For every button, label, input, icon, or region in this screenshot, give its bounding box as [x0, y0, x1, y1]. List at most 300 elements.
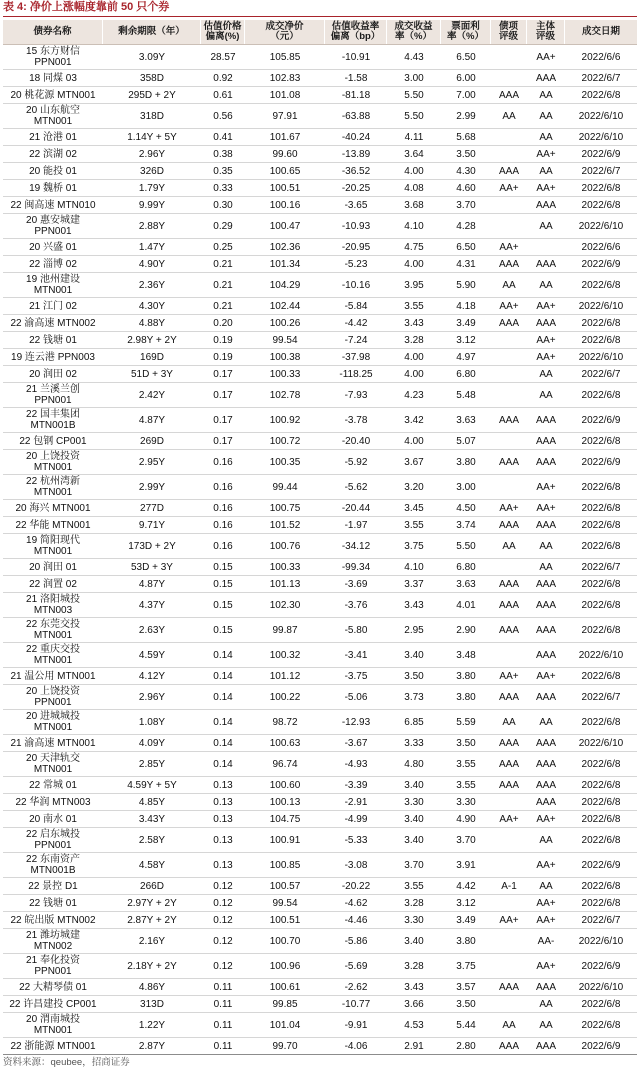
- cell-trade-date: 2022/6/9: [581, 1040, 621, 1052]
- table-row: [3, 239, 637, 256]
- cell-valuation-yield-deviation: -10.93: [341, 220, 371, 232]
- cell-valuation-yield-deviation: -5.62: [344, 481, 368, 493]
- cell-remaining-term: 2.87Y: [138, 1040, 166, 1052]
- table-body: [3, 45, 637, 1055]
- table-row: [3, 349, 637, 366]
- cell-valuation-price-deviation: 0.20: [213, 317, 233, 329]
- cell-issue-rating: [491, 828, 527, 852]
- table-row: [3, 576, 637, 593]
- table-row: [3, 146, 637, 163]
- cell-remaining-term: 3.09Y: [138, 51, 166, 63]
- cell-remaining-term: 277D: [140, 502, 164, 514]
- cell-coupon-rate: 4.97: [456, 351, 476, 363]
- cell-valuation-price-deviation: 0.29: [213, 220, 233, 232]
- cell-valuation-price-deviation: 0.17: [213, 368, 233, 380]
- cell-trade-yield: 3.50: [404, 670, 424, 682]
- table-row: [3, 996, 637, 1013]
- cell-coupon-rate: 3.80: [456, 935, 476, 947]
- cell-remaining-term: 169D: [140, 351, 164, 363]
- table-row: [3, 895, 637, 912]
- cell-valuation-yield-deviation: -10.91: [341, 51, 371, 63]
- cell-trade-net-price: 102.36: [269, 241, 301, 253]
- cell-remaining-term: 1.08Y: [138, 716, 166, 728]
- cell-valuation-price-deviation: 0.11: [213, 998, 233, 1010]
- table-row: [3, 87, 637, 104]
- cell-trade-date: 2022/6/10: [578, 351, 624, 363]
- cell-issue-rating: AA+: [499, 182, 519, 194]
- cell-issue-rating: AAA: [498, 737, 519, 749]
- cell-trade-date: 2022/6/8: [581, 758, 621, 770]
- cell-bond-name: 22 启东城投 PPN001: [26, 829, 80, 851]
- cell-trade-yield: 3.20: [404, 481, 424, 493]
- cell-bond-name: 21 江门 02: [29, 300, 77, 312]
- cell-trade-date: 2022/6/10: [578, 110, 624, 122]
- cell-trade-yield: 3.73: [404, 691, 424, 703]
- cell-valuation-price-deviation: 0.12: [213, 935, 233, 947]
- cell-valuation-price-deviation: 0.56: [213, 110, 233, 122]
- cell-issue-rating: AA: [502, 716, 516, 728]
- cell-trade-net-price: 100.16: [269, 199, 301, 211]
- cell-issuer-rating: AAA: [535, 435, 556, 447]
- cell-remaining-term: 2.36Y: [138, 279, 166, 291]
- cell-trade-yield: 3.75: [404, 540, 424, 552]
- cell-bond-name: 20 润田 01: [29, 561, 77, 573]
- cell-trade-net-price: 100.65: [269, 165, 301, 177]
- cell-issue-rating: [491, 954, 527, 978]
- cell-trade-date: 2022/6/7: [581, 561, 621, 573]
- cell-valuation-yield-deviation: -5.92: [344, 456, 368, 468]
- cell-bond-name: 21 沧港 01: [29, 131, 77, 143]
- table-row: [3, 643, 637, 668]
- cell-trade-net-price: 100.32: [269, 649, 301, 661]
- cell-bond-name: 22 包钢 CP001: [19, 435, 87, 447]
- cell-valuation-price-deviation: 0.17: [213, 414, 233, 426]
- cell-valuation-price-deviation: 0.61: [213, 89, 233, 101]
- cell-issue-rating: [491, 853, 527, 877]
- cell-valuation-price-deviation: 0.12: [213, 897, 233, 909]
- cell-valuation-price-deviation: 0.12: [213, 960, 233, 972]
- cell-issuer-rating: AA+: [536, 859, 556, 871]
- cell-issuer-rating: AA: [539, 368, 553, 380]
- cell-coupon-rate: 2.90: [456, 624, 476, 636]
- cell-coupon-rate: 3.63: [456, 578, 476, 590]
- cell-valuation-yield-deviation: -40.24: [341, 131, 371, 143]
- cell-valuation-yield-deviation: -36.52: [341, 165, 371, 177]
- cell-valuation-price-deviation: 0.16: [213, 502, 233, 514]
- cell-trade-net-price: 101.13: [269, 578, 301, 590]
- cell-trade-date: 2022/6/10: [578, 300, 624, 312]
- cell-valuation-price-deviation: 0.13: [213, 779, 233, 791]
- header-issuer-rating: 主体 评级: [527, 20, 565, 44]
- cell-bond-name: 22 杭州湾新 MTN001: [26, 476, 80, 498]
- cell-issue-rating: [491, 794, 527, 810]
- table-row: [3, 668, 637, 685]
- cell-trade-date: 2022/6/7: [581, 72, 621, 84]
- cell-valuation-yield-deviation: -5.69: [344, 960, 368, 972]
- cell-issue-rating: AAA: [498, 165, 519, 177]
- cell-trade-yield: 3.43: [404, 599, 424, 611]
- cell-issuer-rating: AA+: [536, 897, 556, 909]
- cell-bond-name: 20 兴盛 01: [29, 241, 77, 253]
- cell-valuation-price-deviation: 0.19: [213, 334, 233, 346]
- cell-trade-yield: 4.53: [404, 1019, 424, 1031]
- cell-valuation-yield-deviation: -7.24: [344, 334, 368, 346]
- cell-issuer-rating: AA+: [536, 813, 556, 825]
- cell-trade-yield: 3.43: [404, 317, 424, 329]
- cell-coupon-rate: 3.55: [456, 779, 476, 791]
- cell-trade-net-price: 100.85: [269, 859, 301, 871]
- cell-trade-net-price: 100.75: [269, 502, 301, 514]
- cell-coupon-rate: 5.48: [456, 389, 476, 401]
- table-row: [3, 129, 637, 146]
- cell-remaining-term: 53D + 3Y: [131, 561, 173, 573]
- cell-issue-rating: AA: [502, 1019, 516, 1031]
- table-row: [3, 433, 637, 450]
- cell-bond-name: 22 闽高速 MTN010: [10, 199, 96, 211]
- cell-issuer-rating: AAA: [535, 599, 556, 611]
- cell-remaining-term: 9.99Y: [138, 199, 166, 211]
- cell-issuer-rating: AAA: [535, 578, 556, 590]
- cell-valuation-yield-deviation: -20.95: [341, 241, 371, 253]
- cell-valuation-price-deviation: 0.13: [213, 796, 233, 808]
- cell-issue-rating: AA+: [499, 502, 519, 514]
- cell-trade-net-price: 100.35: [269, 456, 301, 468]
- cell-issuer-rating: AA+: [536, 502, 556, 514]
- cell-bond-name: 22 许昌建投 CP001: [9, 998, 97, 1010]
- cell-coupon-rate: 3.50: [456, 148, 476, 160]
- cell-valuation-price-deviation: 0.13: [213, 834, 233, 846]
- cell-trade-net-price: 100.76: [269, 540, 301, 552]
- cell-remaining-term: 4.30Y: [138, 300, 166, 312]
- cell-trade-date: 2022/6/7: [581, 368, 621, 380]
- table-row: [3, 811, 637, 828]
- cell-remaining-term: 4.09Y: [138, 737, 166, 749]
- cell-coupon-rate: 3.49: [456, 914, 476, 926]
- cell-trade-date: 2022/6/6: [581, 241, 621, 253]
- cell-valuation-price-deviation: 0.41: [213, 131, 233, 143]
- cell-issue-rating: AAA: [498, 414, 519, 426]
- cell-trade-net-price: 99.54: [272, 897, 298, 909]
- cell-trade-date: 2022/6/8: [581, 279, 621, 291]
- cell-valuation-price-deviation: 0.12: [213, 880, 233, 892]
- header-issue-rating: 债项 评级: [491, 20, 527, 44]
- table-row: [3, 593, 637, 618]
- cell-remaining-term: 358D: [140, 72, 164, 84]
- cell-valuation-price-deviation: 0.17: [213, 435, 233, 447]
- cell-coupon-rate: 3.80: [456, 456, 476, 468]
- cell-trade-date: 2022/6/10: [578, 981, 624, 993]
- cell-bond-name: 21 温公用 MTN001: [10, 670, 96, 682]
- cell-trade-net-price: 102.44: [269, 300, 301, 312]
- cell-issuer-rating: AA+: [536, 148, 556, 160]
- cell-issue-rating: [491, 349, 527, 365]
- cell-issuer-rating: AAA: [535, 758, 556, 770]
- cell-coupon-rate: 3.63: [456, 414, 476, 426]
- table-row: [3, 1013, 637, 1038]
- cell-trade-date: 2022/6/8: [581, 578, 621, 590]
- header-trade-net-price: 成交净价 （元）: [245, 20, 325, 44]
- cell-issuer-rating: AA: [539, 165, 553, 177]
- cell-coupon-rate: 6.50: [456, 51, 476, 63]
- cell-valuation-yield-deviation: -3.67: [344, 737, 368, 749]
- cell-issuer-rating: AA: [539, 880, 553, 892]
- cell-valuation-yield-deviation: -63.88: [341, 110, 371, 122]
- cell-issuer-rating: AA: [539, 716, 553, 728]
- cell-issue-rating: AA+: [499, 241, 519, 253]
- table-row: [3, 500, 637, 517]
- cell-trade-net-price: 100.51: [269, 914, 301, 926]
- cell-valuation-yield-deviation: -5.33: [344, 834, 368, 846]
- cell-coupon-rate: 2.99: [456, 110, 476, 122]
- cell-trade-yield: 3.28: [404, 960, 424, 972]
- header-valuation-price-deviation: 估值价格 偏离(%): [201, 20, 245, 44]
- cell-trade-date: 2022/6/9: [581, 960, 621, 972]
- cell-issuer-rating: AAA: [535, 624, 556, 636]
- cell-issuer-rating: AAA: [535, 519, 556, 531]
- cell-valuation-price-deviation: 0.16: [213, 519, 233, 531]
- cell-bond-name: 22 滨湖 02: [29, 148, 77, 160]
- header-valuation-yield-deviation: 估值收益率 偏离（bp）: [325, 20, 387, 44]
- cell-issue-rating: AAA: [498, 981, 519, 993]
- cell-coupon-rate: 3.70: [456, 199, 476, 211]
- cell-coupon-rate: 3.70: [456, 834, 476, 846]
- cell-issue-rating: AAA: [498, 1040, 519, 1052]
- cell-trade-date: 2022/6/8: [581, 389, 621, 401]
- cell-trade-date: 2022/6/7: [581, 165, 621, 177]
- cell-coupon-rate: 3.57: [456, 981, 476, 993]
- table-row: [3, 332, 637, 349]
- cell-trade-net-price: 100.92: [269, 414, 301, 426]
- table-row: [3, 214, 637, 239]
- cell-issue-rating: AAA: [498, 758, 519, 770]
- cell-trade-date: 2022/6/8: [581, 1019, 621, 1031]
- cell-bond-name: 22 钱塘 01: [29, 334, 77, 346]
- cell-issue-rating: AAA: [498, 258, 519, 270]
- cell-bond-name: 19 连云港 PPN003: [11, 351, 95, 363]
- cell-trade-net-price: 100.70: [269, 935, 301, 947]
- cell-trade-yield: 4.10: [404, 220, 424, 232]
- cell-coupon-rate: 3.12: [456, 897, 476, 909]
- cell-valuation-price-deviation: 0.33: [213, 182, 233, 194]
- cell-trade-yield: 3.37: [404, 578, 424, 590]
- cell-issuer-rating: AA: [539, 89, 553, 101]
- cell-remaining-term: 1.22Y: [138, 1019, 166, 1031]
- cell-trade-yield: 3.40: [404, 935, 424, 947]
- cell-coupon-rate: 6.80: [456, 368, 476, 380]
- cell-trade-date: 2022/6/8: [581, 519, 621, 531]
- cell-valuation-yield-deviation: -13.89: [341, 148, 371, 160]
- cell-bond-name: 22 景控 D1: [28, 880, 78, 892]
- cell-trade-yield: 3.43: [404, 981, 424, 993]
- cell-issuer-rating: AAA: [535, 691, 556, 703]
- cell-valuation-yield-deviation: -4.93: [344, 758, 368, 770]
- cell-trade-yield: 3.00: [404, 72, 424, 84]
- cell-trade-date: 2022/6/8: [581, 624, 621, 636]
- cell-valuation-yield-deviation: -3.69: [344, 578, 368, 590]
- cell-issue-rating: [491, 197, 527, 213]
- table-row: [3, 954, 637, 979]
- cell-bond-name: 19 池州建设 MTN001: [26, 274, 80, 296]
- cell-issue-rating: [491, 366, 527, 382]
- cell-remaining-term: 1.79Y: [138, 182, 166, 194]
- cell-trade-net-price: 100.60: [269, 779, 301, 791]
- cell-trade-net-price: 99.87: [272, 624, 298, 636]
- cell-remaining-term: 4.59Y: [138, 649, 166, 661]
- cell-trade-net-price: 100.22: [269, 691, 301, 703]
- cell-issuer-rating: AA+: [536, 914, 556, 926]
- cell-bond-name: 22 钱塘 01: [29, 897, 77, 909]
- cell-bond-name: 22 浙能源 MTN001: [10, 1040, 96, 1052]
- cell-valuation-price-deviation: 0.30: [213, 199, 233, 211]
- cell-valuation-price-deviation: 0.21: [213, 258, 233, 270]
- cell-issuer-rating: AA+: [536, 51, 556, 63]
- cell-issuer-rating: AA+: [536, 182, 556, 194]
- cell-trade-net-price: 99.60: [272, 148, 298, 160]
- cell-remaining-term: 4.12Y: [138, 670, 166, 682]
- cell-trade-date: 2022/6/8: [581, 716, 621, 728]
- table-row: [3, 315, 637, 332]
- cell-trade-date: 2022/6/8: [581, 317, 621, 329]
- cell-issuer-rating: AAA: [535, 779, 556, 791]
- cell-issue-rating: AA+: [499, 813, 519, 825]
- cell-issue-rating: A-1: [501, 880, 517, 892]
- cell-coupon-rate: 5.50: [456, 540, 476, 552]
- cell-trade-date: 2022/6/8: [581, 897, 621, 909]
- cell-trade-net-price: 100.91: [269, 834, 301, 846]
- table-row: [3, 1038, 637, 1055]
- cell-issue-rating: AAA: [498, 691, 519, 703]
- cell-trade-yield: 3.45: [404, 502, 424, 514]
- cell-bond-name: 20 海兴 MTN001: [15, 502, 91, 514]
- cell-remaining-term: 2.88Y: [138, 220, 166, 232]
- cell-trade-yield: 4.75: [404, 241, 424, 253]
- cell-remaining-term: 4.59Y + 5Y: [127, 779, 177, 791]
- cell-issuer-rating: AA+: [536, 334, 556, 346]
- table-row: [3, 383, 637, 408]
- cell-valuation-price-deviation: 0.17: [213, 389, 233, 401]
- cell-bond-name: 22 国丰集团 MTN001B: [26, 409, 80, 431]
- table-row: [3, 853, 637, 878]
- cell-remaining-term: 266D: [140, 880, 164, 892]
- cell-coupon-rate: 3.30: [456, 796, 476, 808]
- cell-valuation-yield-deviation: -37.98: [341, 351, 371, 363]
- cell-remaining-term: 4.90Y: [138, 258, 166, 270]
- table-row: [3, 710, 637, 735]
- cell-valuation-yield-deviation: -10.16: [341, 279, 371, 291]
- cell-trade-net-price: 101.08: [269, 89, 301, 101]
- cell-issue-rating: AA+: [499, 914, 519, 926]
- cell-trade-yield: 3.40: [404, 813, 424, 825]
- header-trade-yield: 成交收益 率（%）: [387, 20, 441, 44]
- cell-issuer-rating: AA: [539, 279, 553, 291]
- cell-remaining-term: 4.88Y: [138, 317, 166, 329]
- cell-issuer-rating: AAA: [535, 649, 556, 661]
- cell-issuer-rating: AA+: [536, 481, 556, 493]
- cell-remaining-term: 2.58Y: [138, 834, 166, 846]
- cell-trade-date: 2022/6/8: [581, 334, 621, 346]
- cell-issuer-rating: AA+: [536, 351, 556, 363]
- cell-trade-yield: 3.67: [404, 456, 424, 468]
- cell-valuation-yield-deviation: -34.12: [341, 540, 371, 552]
- table-row: [3, 450, 637, 475]
- cell-bond-name: 21 奉化投资 PPN001: [26, 955, 80, 977]
- cell-issuer-rating: AA: [539, 1019, 553, 1031]
- table-row: [3, 794, 637, 811]
- cell-valuation-yield-deviation: -20.25: [341, 182, 371, 194]
- cell-bond-name: 20 上饶投资 MTN001: [26, 451, 80, 473]
- cell-trade-date: 2022/6/8: [581, 834, 621, 846]
- cell-trade-date: 2022/6/9: [581, 859, 621, 871]
- cell-coupon-rate: 5.07: [456, 435, 476, 447]
- cell-bond-name: 22 重庆交投 MTN001: [26, 644, 80, 666]
- cell-bond-name: 21 潍坊城建 MTN002: [26, 930, 80, 952]
- cell-coupon-rate: 4.50: [456, 502, 476, 514]
- table-row: [3, 735, 637, 752]
- cell-issuer-rating: AA: [539, 561, 553, 573]
- cell-valuation-yield-deviation: -5.06: [344, 691, 368, 703]
- cell-trade-yield: 3.30: [404, 914, 424, 926]
- header-coupon-rate: 票面利 率（%）: [441, 20, 491, 44]
- cell-remaining-term: 1.14Y + 5Y: [127, 131, 177, 143]
- cell-trade-date: 2022/6/8: [581, 199, 621, 211]
- cell-valuation-yield-deviation: -5.86: [344, 935, 368, 947]
- cell-valuation-yield-deviation: -1.58: [344, 72, 368, 84]
- cell-valuation-yield-deviation: -5.23: [344, 258, 368, 270]
- cell-valuation-price-deviation: 28.57: [210, 51, 236, 63]
- cell-coupon-rate: 2.80: [456, 1040, 476, 1052]
- cell-valuation-price-deviation: 0.15: [213, 561, 233, 573]
- cell-issue-rating: AAA: [498, 89, 519, 101]
- cell-trade-net-price: 100.13: [269, 796, 301, 808]
- cell-trade-date: 2022/6/8: [581, 540, 621, 552]
- cell-trade-yield: 3.66: [404, 998, 424, 1010]
- table-row: [3, 559, 637, 576]
- cell-trade-yield: 3.55: [404, 519, 424, 531]
- cell-trade-yield: 4.00: [404, 165, 424, 177]
- cell-valuation-price-deviation: 0.15: [213, 599, 233, 611]
- cell-coupon-rate: 4.31: [456, 258, 476, 270]
- cell-valuation-price-deviation: 0.13: [213, 813, 233, 825]
- cell-trade-net-price: 101.04: [269, 1019, 301, 1031]
- cell-trade-yield: 3.28: [404, 334, 424, 346]
- cell-remaining-term: 326D: [140, 165, 164, 177]
- cell-valuation-yield-deviation: -1.97: [344, 519, 368, 531]
- cell-trade-yield: 5.50: [404, 89, 424, 101]
- cell-remaining-term: 4.58Y: [138, 859, 166, 871]
- cell-issuer-rating: AA: [539, 834, 553, 846]
- cell-remaining-term: 4.87Y: [138, 578, 166, 590]
- cell-issuer-rating: AAA: [535, 796, 556, 808]
- table-title: 表 4: 净价上涨幅度靠前 50 只个券: [3, 0, 637, 17]
- table-row: [3, 685, 637, 710]
- cell-trade-date: 2022/6/8: [581, 182, 621, 194]
- cell-valuation-price-deviation: 0.14: [213, 737, 233, 749]
- cell-trade-date: 2022/6/8: [581, 502, 621, 514]
- cell-coupon-rate: 4.30: [456, 165, 476, 177]
- cell-remaining-term: 1.47Y: [138, 241, 166, 253]
- cell-valuation-yield-deviation: -5.80: [344, 624, 368, 636]
- cell-coupon-rate: 5.68: [456, 131, 476, 143]
- cell-valuation-yield-deviation: -81.18: [341, 89, 371, 101]
- cell-coupon-rate: 3.91: [456, 859, 476, 871]
- cell-valuation-price-deviation: 0.19: [213, 351, 233, 363]
- cell-bond-name: 22 润置 02: [29, 578, 77, 590]
- cell-trade-date: 2022/6/7: [581, 691, 621, 703]
- cell-issue-rating: AA: [502, 540, 516, 552]
- cell-trade-yield: 4.00: [404, 368, 424, 380]
- cell-remaining-term: 4.87Y: [138, 414, 166, 426]
- cell-coupon-rate: 3.74: [456, 519, 476, 531]
